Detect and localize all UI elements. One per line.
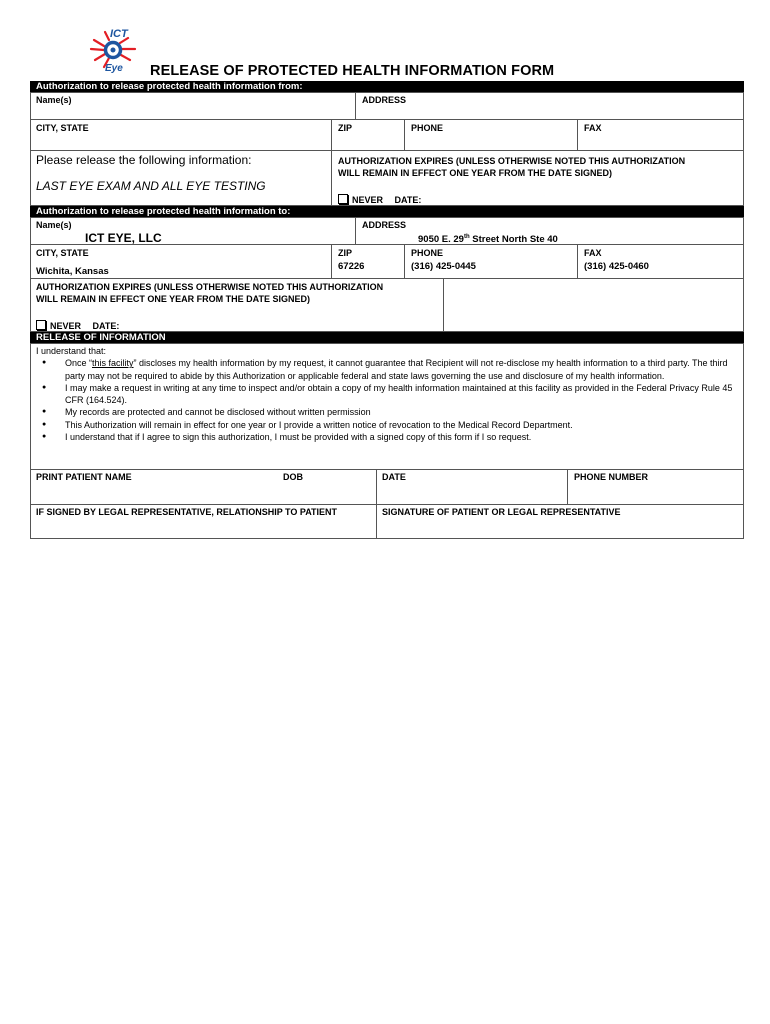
- to-city-state-label: CITY, STATE: [36, 248, 89, 258]
- release-item-5: ● I understand that if I agree to sign this authorization, I must be provided with a signed copy of this form if I so request.: [65, 431, 740, 443]
- release-info-value: LAST EYE EXAM AND ALL EYE TESTING: [36, 179, 266, 193]
- from-never-label: NEVER: [352, 195, 384, 205]
- svg-text:Eye: Eye: [105, 63, 123, 74]
- from-zip-label: ZIP: [338, 123, 353, 133]
- checkbox-icon[interactable]: [36, 320, 46, 330]
- to-names-label: Name(s): [36, 220, 72, 230]
- from-names-label: Name(s): [36, 95, 72, 105]
- to-blank-field: [443, 278, 744, 332]
- signature-label: SIGNATURE OF PATIENT OR LEGAL REPRESENTATIVE: [382, 507, 621, 517]
- to-fax-label: FAX: [584, 248, 602, 258]
- dob-label: DOB: [283, 472, 303, 482]
- legal-rep-relationship-label: IF SIGNED BY LEGAL REPRESENTATIVE, RELATIONSHIP TO PATIENT: [36, 507, 338, 517]
- release-item-4: ● This Authorization will remain in effect for one year or I provide a written notice of revocation to the Medical Record Department.: [65, 419, 740, 431]
- to-phone-value: (316) 425-0445: [411, 261, 476, 272]
- from-names-field[interactable]: [30, 92, 356, 120]
- to-city-state-value: Wichita, Kansas: [36, 266, 109, 277]
- to-date-label: DATE:: [92, 321, 120, 331]
- ict-eye-logo: [82, 26, 148, 74]
- checkbox-icon[interactable]: [338, 194, 348, 204]
- to-expires-text-1: AUTHORIZATION EXPIRES (UNLESS OTHERWISE NOTED THIS AUTHORIZATION: [36, 282, 384, 292]
- form-title: RELEASE OF PROTECTED HEALTH INFORMATION FORM: [150, 63, 555, 79]
- release-item-2: ● I may make a request in writing at any time to inspect and/or obtain a copy of my health information maintained at this facility as provided in the Federal Privacy Rule 45 CFR (164.524).: [65, 382, 740, 407]
- svg-text:ICT: ICT: [110, 28, 128, 40]
- to-zip-label: ZIP: [338, 248, 353, 258]
- section-to-header: Authorization to release protected health information to:: [30, 206, 744, 218]
- release-item-3: ● My records are protected and cannot be disclosed without written permission: [65, 406, 740, 418]
- phone-number-label: PHONE NUMBER: [574, 472, 649, 482]
- from-never-option[interactable]: [338, 194, 421, 205]
- date-label: DATE: [382, 472, 406, 482]
- release-header: RELEASE OF INFORMATION: [30, 332, 744, 344]
- to-expires-text-2: WILL REMAIN IN EFFECT ONE YEAR FROM THE DATE SIGNED): [36, 294, 311, 304]
- to-never-option[interactable]: [36, 320, 119, 331]
- to-address-label: ADDRESS: [362, 220, 407, 230]
- release-item-1: ● Once “this facility” discloses my health information by my request, it cannot guarantee that Recipient will not re-disclose my health information to a third party. The third party may not be required to abide by this Authorization or applicable federal and state laws governing the use and disclosure of my health information.: [65, 357, 740, 382]
- release-prompt: Please release the following information:: [36, 153, 252, 167]
- from-date-label: DATE:: [394, 195, 422, 205]
- to-phone-label: PHONE: [411, 248, 444, 258]
- to-address-value: 9050 E. 29th Street North Ste 40: [418, 234, 558, 246]
- to-names-value: ICT EYE, LLC: [85, 231, 162, 245]
- section-from-header: Authorization to release protected health information from:: [30, 81, 744, 93]
- from-address-label: ADDRESS: [362, 95, 407, 105]
- this-facility-link: this facility: [92, 358, 134, 369]
- to-never-label: NEVER: [50, 321, 82, 331]
- from-phone-label: PHONE: [411, 123, 444, 133]
- from-expires-text-2: WILL REMAIN IN EFFECT ONE YEAR FROM THE DATE SIGNED): [338, 168, 613, 178]
- from-city-state-label: CITY, STATE: [36, 123, 89, 133]
- to-fax-value: (316) 425-0460: [584, 261, 649, 272]
- to-zip-value: 67226: [338, 261, 365, 272]
- to-names-field[interactable]: [30, 217, 356, 245]
- print-patient-name-label: PRINT PATIENT NAME: [36, 472, 132, 482]
- from-expires-text-1: AUTHORIZATION EXPIRES (UNLESS OTHERWISE NOTED THIS AUTHORIZATION: [338, 156, 686, 166]
- release-text: [36, 345, 740, 443]
- release-list: [36, 357, 740, 443]
- from-address-field[interactable]: [355, 92, 744, 120]
- from-fax-field[interactable]: [577, 119, 744, 151]
- from-fax-label: FAX: [584, 123, 602, 133]
- release-intro: I understand that:: [36, 346, 107, 356]
